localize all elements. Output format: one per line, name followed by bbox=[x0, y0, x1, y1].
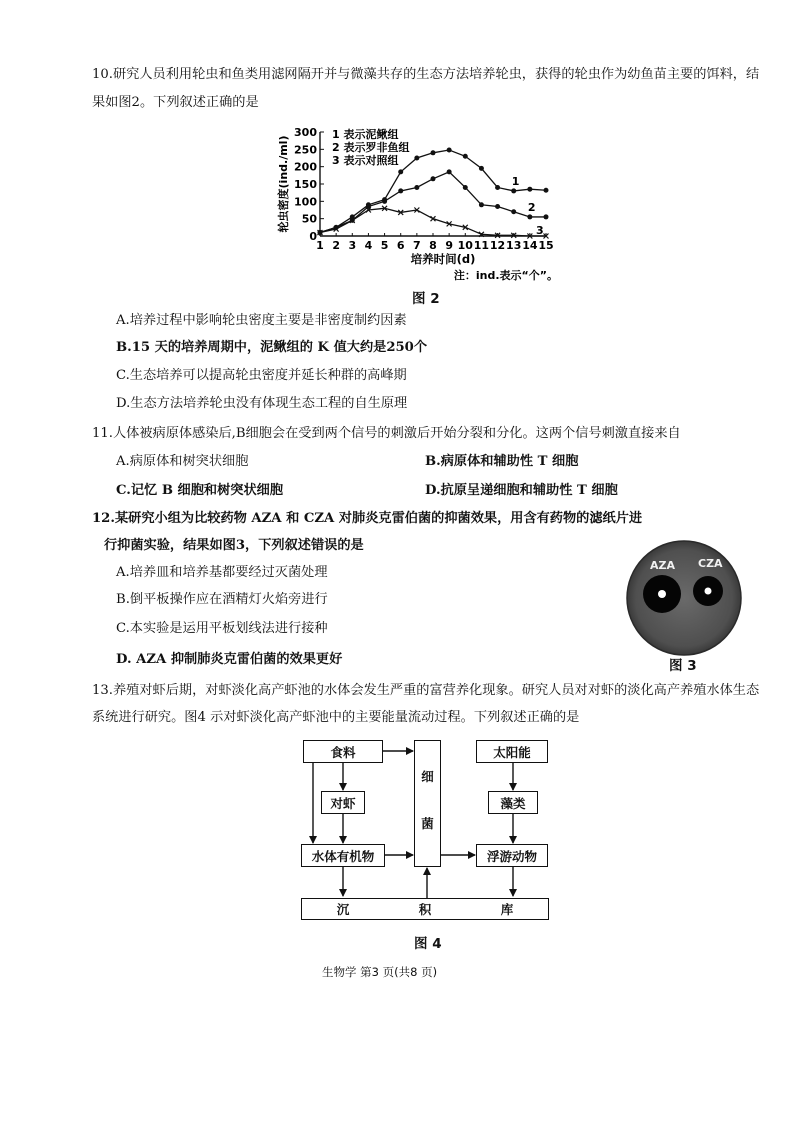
q12-stem-line2: 行抑菌实验，结果如图3，下列叙述错误的是 bbox=[104, 538, 364, 553]
q10-stem-line2: 果如图2。下列叙述正确的是 bbox=[92, 95, 259, 110]
x-tick-label: 10 bbox=[457, 239, 473, 252]
q11-option-d: D.抗原呈递细胞和辅助性 T 细胞 bbox=[425, 483, 618, 498]
legend-entry: 2 表示罗非鱼组 bbox=[332, 141, 410, 154]
node-zooplankton: 浮游动物 bbox=[476, 844, 548, 867]
y-tick-label: 200 bbox=[294, 160, 317, 174]
y-tick-label: 300 bbox=[294, 126, 317, 139]
x-tick-label: 13 bbox=[506, 239, 522, 252]
x-tick-label: 3 bbox=[348, 239, 357, 252]
y-tick-label: 50 bbox=[301, 212, 317, 226]
q10-stem-line1: 10.研究人员利用轮虫和鱼类用滤网隔开并与微藻共存的生态方法培养轮虫，获得的轮虫作为幼鱼苗主要的饵料，结 bbox=[92, 67, 760, 82]
node-bacteria bbox=[414, 740, 441, 867]
x-tick-label: 1 bbox=[316, 239, 324, 252]
q10-option-c: C.生态培养可以提高轮虫密度并延长种群的高峰期 bbox=[116, 368, 407, 383]
q11-stem: 11.人体被病原体感染后,B细胞会在受到两个信号的刺激后开始分裂和分化。这两个信号刺激直接来自 bbox=[92, 426, 681, 441]
sediment-char-1: 沉 bbox=[336, 902, 350, 917]
y-tick-label: 250 bbox=[294, 143, 317, 157]
q13-stem-line2: 系统进行研究。图4 示对虾淡化高产虾池中的主要能量流动过程。下列叙述正确的是 bbox=[92, 710, 580, 725]
series-3-label: 3 bbox=[536, 224, 544, 237]
sediment-char-2: 积 bbox=[418, 902, 432, 917]
q11-option-b: B.病原体和辅助性 T 细胞 bbox=[425, 454, 579, 469]
x-axis-label: 培养时间(d) bbox=[410, 252, 476, 266]
aza-label: AZA bbox=[650, 559, 676, 572]
q11-option-c: C.记忆 B 细胞和树突状细胞 bbox=[116, 483, 284, 498]
q13-stem-line1: 13.养殖对虾后期，对虾淡化高产虾池的水体会发生严重的富营养化现象。研究人员对对虾的淡化高产养殖水体生态 bbox=[92, 683, 760, 698]
x-tick-label: 2 bbox=[332, 239, 340, 252]
x-tick-label: 11 bbox=[473, 239, 490, 252]
figure-4-caption: 图 4 bbox=[414, 936, 442, 952]
series-1-label: 1 bbox=[511, 174, 520, 188]
cza-label: CZA bbox=[698, 557, 723, 570]
q12-option-a: A.培养皿和培养基都要经过灭菌处理 bbox=[116, 565, 328, 580]
x-tick-label: 5 bbox=[380, 239, 389, 252]
x-tick-label: 6 bbox=[396, 239, 405, 252]
legend-entry: 1 表示泥鳅组 bbox=[332, 128, 399, 141]
chart-note: 注：ind.表示“个”。 bbox=[453, 269, 558, 282]
y-tick-label: 150 bbox=[294, 178, 317, 191]
bacteria-char-1: 细 bbox=[421, 769, 434, 785]
node-shrimp: 对虾 bbox=[321, 791, 365, 814]
q12-option-c: C.本实验是运用平板划线法进行接种 bbox=[116, 621, 328, 636]
x-tick-label: 9 bbox=[445, 239, 453, 252]
x-tick-label: 4 bbox=[364, 239, 373, 252]
q12-option-d: D. AZA 抑制肺炎克雷伯菌的效果更好 bbox=[116, 652, 343, 667]
figure-2-caption: 图 2 bbox=[412, 291, 440, 307]
q10-option-b: B.15 天的培养周期中，泥鳅组的 K 值大约是250个 bbox=[116, 340, 428, 355]
page-footer: 生物学 第3 页(共8 页) bbox=[322, 965, 438, 979]
x-tick-label: 15 bbox=[538, 239, 554, 252]
node-sediment-pool bbox=[301, 898, 549, 920]
y-axis-label: 轮虫密度(ind./ml) bbox=[277, 135, 290, 233]
x-tick-label: 12 bbox=[489, 239, 506, 252]
q12-option-b: B.倒平板操作应在酒精灯火焰旁进行 bbox=[116, 592, 328, 607]
q11-option-a: A.病原体和树突状细胞 bbox=[116, 454, 249, 469]
x-tick-label: 8 bbox=[429, 239, 437, 252]
node-organic-matter: 水体有机物 bbox=[301, 844, 385, 867]
q10-option-a: A.培养过程中影响轮虫密度主要是非密度制约因素 bbox=[116, 313, 407, 328]
figure-3-caption: 图 3 bbox=[669, 658, 697, 674]
node-algae: 藻类 bbox=[488, 791, 538, 814]
node-feed: 食料 bbox=[303, 740, 383, 763]
bacteria-char-2: 菌 bbox=[421, 815, 434, 831]
x-tick-label: 7 bbox=[413, 239, 421, 252]
y-tick-label: 0 bbox=[309, 230, 317, 243]
x-tick-label: 14 bbox=[522, 239, 538, 252]
y-tick-label: 100 bbox=[294, 195, 317, 209]
legend-entry: 3 表示对照组 bbox=[332, 154, 399, 167]
node-sunlight: 太阳能 bbox=[476, 740, 548, 763]
q12-stem-line1: 12.某研究小组为比较药物 AZA 和 CZA 对肺炎克雷伯菌的抑菌效果，用含有药物的滤纸片进 bbox=[92, 511, 643, 526]
q10-option-d: D.生态方法培养轮虫没有体现生态工程的自生原理 bbox=[116, 396, 408, 411]
series-2-label: 2 bbox=[527, 200, 536, 214]
sediment-char-3: 库 bbox=[500, 902, 514, 917]
